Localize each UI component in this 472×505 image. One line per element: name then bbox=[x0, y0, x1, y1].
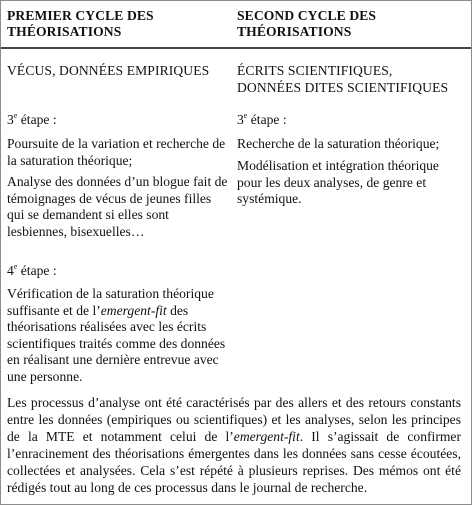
right-step3-label bbox=[237, 112, 457, 129]
header-left-line1: PREMIER CYCLE DES bbox=[7, 8, 154, 23]
header-right-line1: SECOND CYCLE DES bbox=[237, 8, 377, 23]
left-step3-text: étape : bbox=[17, 112, 57, 127]
left-step3-label bbox=[7, 112, 229, 129]
left-step4-text: étape : bbox=[17, 263, 57, 278]
right-step3-paragraph2: Modélisation et intégration théorique pour les deux analyses, de genre et systémique. bbox=[237, 158, 439, 206]
left-step3-sup: e bbox=[13, 111, 18, 120]
right-step3-sup: e bbox=[243, 111, 248, 120]
header-left-line2: THÉORISATIONS bbox=[7, 24, 122, 39]
left-step4-text-a: Vérification de la saturation théorique suffisante et de l’ bbox=[7, 286, 214, 318]
footer-text-a: Les processus d’analyse ont été caractérisés par des allers et des retours constants entre les données (empiriques ou scientifiques) et les analyses, selon les principes de la MTE et notamment celui de l’ bbox=[7, 395, 461, 444]
footer-paragraph bbox=[7, 394, 461, 496]
left-step4-sup: e bbox=[13, 262, 18, 271]
header-divider bbox=[1, 47, 471, 49]
header-left bbox=[7, 8, 229, 40]
left-step3-paragraph1: Poursuite de la variation et recherche de la saturation théorique; bbox=[7, 136, 226, 168]
left-step4-text-b: des théorisations réalisées avec les écrits scientifiques traités comme des données en réalisant une dernière entrevue avec une personne. bbox=[7, 302, 226, 384]
footer-emphasis: emergent-fit bbox=[233, 429, 300, 444]
footer-text-b: . Il s’agissait de confirmer l’enracinement des théorisations émergentes dans les données sans cesse écoutées, collectées et analysées. Cela s’est répété à plusieurs reprises. Des mémos ont été rédigés tout au long de ces processus dans le journal de recherche. bbox=[7, 429, 461, 495]
left-step4-number: 4 bbox=[7, 263, 14, 278]
left-step4-emphasis: emergent-fit bbox=[100, 302, 167, 318]
header-right bbox=[237, 8, 457, 40]
subheader-left: VÉCUS, DONNÉES EMPIRIQUES bbox=[7, 63, 210, 78]
right-step3-number: 3 bbox=[237, 112, 244, 127]
header-right-line2: THÉORISATIONS bbox=[237, 24, 352, 39]
left-step4-label bbox=[7, 263, 229, 280]
right-step3-paragraph1: Recherche de la saturation théorique; bbox=[237, 136, 440, 151]
left-step3-paragraph2: Analyse des données d’un blogue fait de témoignages de vécus de jeunes filles qui se demandent si elles sont lesbiennes, bisexuelles… bbox=[7, 174, 228, 239]
subheader-right: ÉCRITS SCIENTIFIQUES, DONNÉES DITES SCIENTIFIQUES bbox=[237, 63, 449, 95]
left-step4-paragraph bbox=[7, 286, 229, 385]
right-step3-text: étape : bbox=[247, 112, 287, 127]
left-step3-number: 3 bbox=[7, 112, 14, 127]
